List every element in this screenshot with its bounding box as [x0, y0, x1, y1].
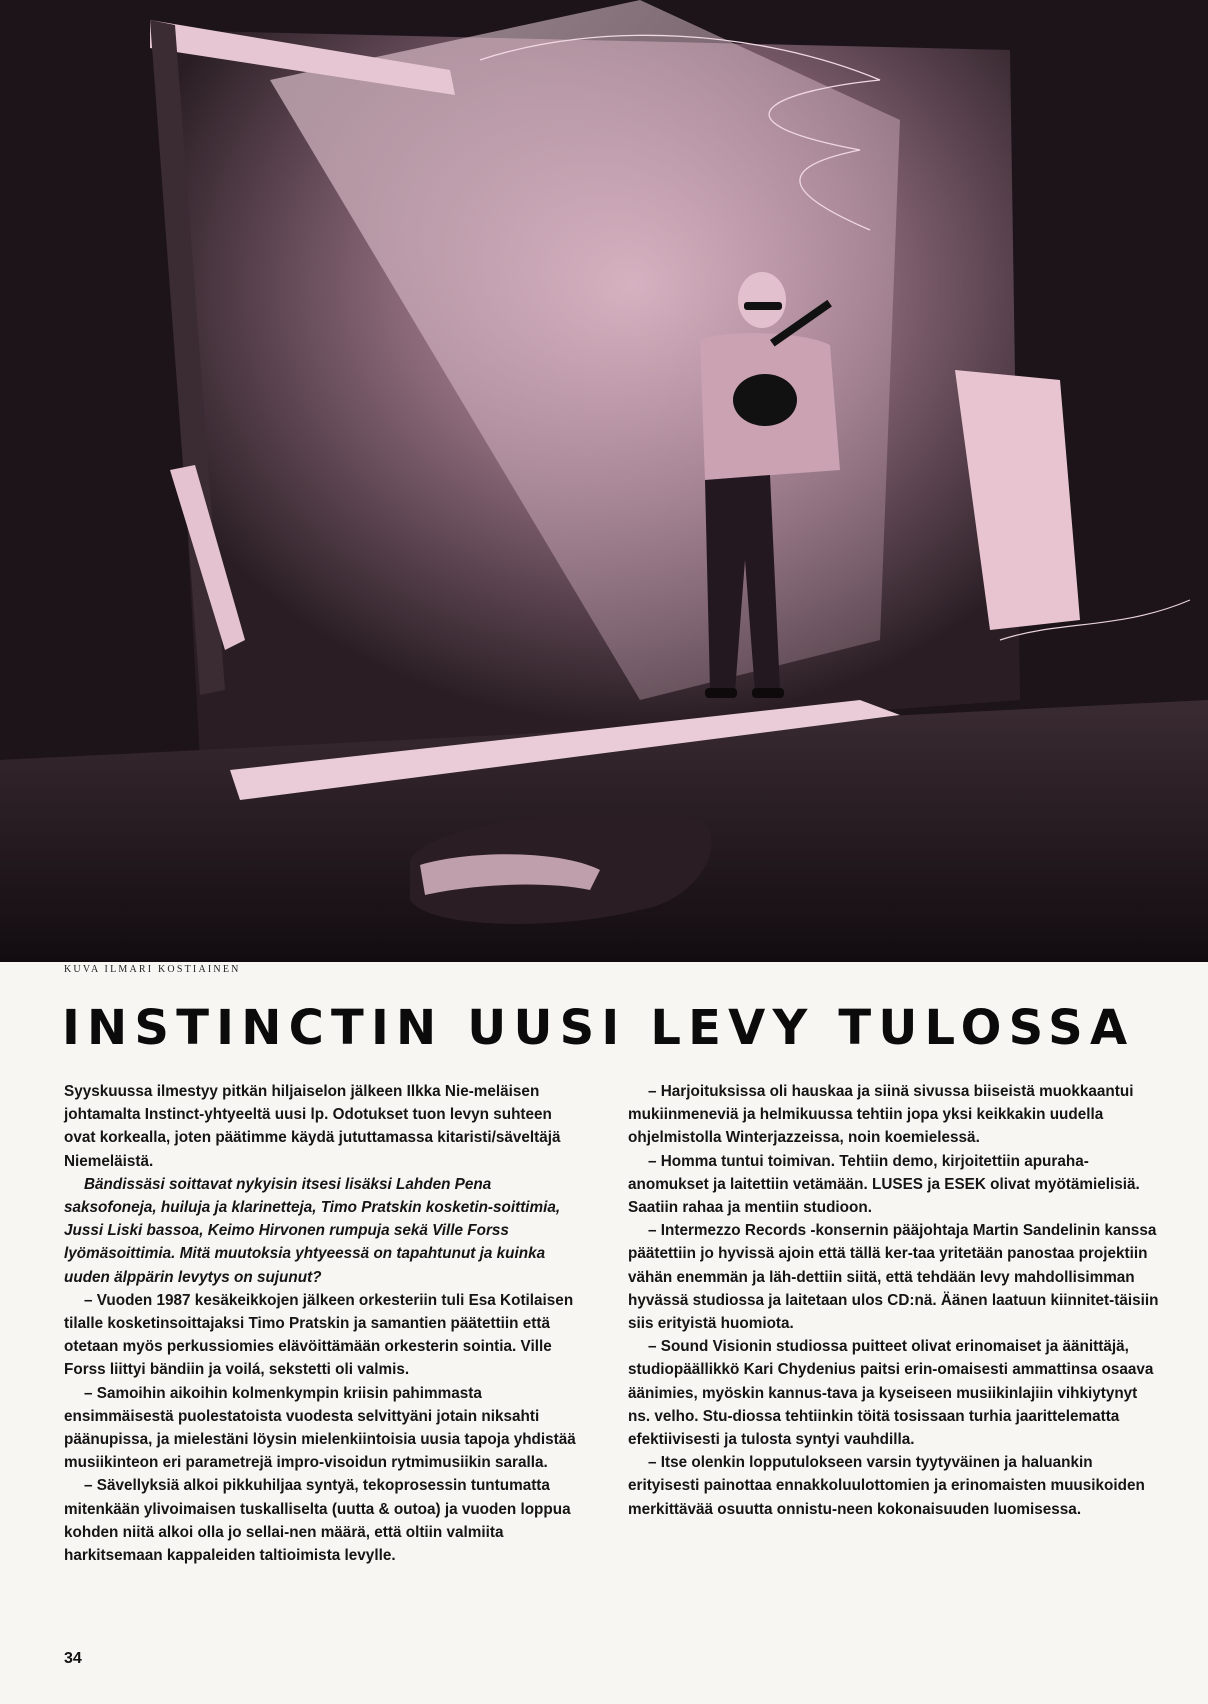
- article-paragraph: – Sävellyksiä alkoi pikkuhiljaa syntyä, tekoprosessin tuntumatta mitenkään ylivoimaisen tuskalliselta (uutta & outoa) ja vuoden loppua kohden niitä alkoi olla jo sellai-nen määrä, että oltiin valmiita harkitsemaan kappaleiden taltioimista levylle.: [64, 1477, 571, 1565]
- article-paragraph: – Intermezzo Records -konsernin pääjohtaja Martin Sandelinin kanssa päätettiin jo hyvissä ajoin että tällä ker-taa yritetään panostaa projektiin vähän enemmän ja läh-dettiin siitä, että tehdään levy mahdollisimman hyvässä studiossa ja laitetaan ulos CD:nä. Äänen laatuun kiinnitet-täisiin siis erityistä huomiota.: [628, 1222, 1159, 1333]
- article-paragraph: – Itse olenkin lopputulokseen varsin tyytyväinen ja haluankin erityisesti painottaa ennakkoluulottomien ja erinomaisten muusikoiden merkittävää osuutta onnistu-neen kokonaisuuden luomisessa.: [628, 1454, 1145, 1518]
- interview-question: Bändissäsi soittavat nykyisin itsesi lisäksi Lahden Pena saksofoneja, huiluja ja klarinetteja, Timo Pratskin kosketin-soittimia, Jussi Liski bassoa, Keimo Hirvonen rumpuja sekä Ville Forss lyömäsoittimia. Mitä muutoksia yhtyeessä on tapahtunut ja kuinka uuden älppärin levytys on sujunut?: [64, 1175, 561, 1286]
- article-left-column: [64, 1080, 584, 1567]
- article-paragraph: – Samoihin aikoihin kolmenkympin kriisin pahimmasta ensimmäisestä puolestatoista vuodesta selvittyäni jotain niksahti päänupissa, ja mielestäni löysin mielenkiintoisia uusia tapoja yhdistää musiikinteon eri parametrejä impro-visoidun rytmimusiikin saralla.: [64, 1384, 576, 1472]
- article-paragraph: – Sound Visionin studiossa puitteet olivat erinomaiset ja äänittäjä, studiopäällikkö Kari Chydenius paitsi erin-omaisesti ammattinsa osaava äänimies, myöskin kannus-tava ja kyseiseen musiikinlajiin vihkiytynyt ns. velho. Stu-diossa tehtiinkin töitä tosissaan turhia jaarittelematta efektiivisesti ja tulosta syntyi vauhdilla.: [628, 1338, 1154, 1449]
- article-right-column: [628, 1080, 1160, 1521]
- article-paragraph: Syyskuussa ilmestyy pitkän hiljaiselon jälkeen Ilkka Nie-meläisen johtamalta Instinct-yhtyeeltä uusi lp. Odotukset tuon levyn suhteen ovat korkealla, joten päätimme käydä jututtamassa kitaristi/säveltäjä Niemeläistä.: [64, 1083, 561, 1170]
- article-paragraph: – Harjoituksissa oli hauskaa ja siinä sivussa biiseistä muokkaantui mukiinmeneviä ja helmikuussa tehtiin jopa yksi keikkakin uudella ohjelmistolla Winterjazzeissa, noin koemielessä.: [628, 1083, 1134, 1147]
- page-number: 34: [64, 1650, 82, 1667]
- photo-credit: KUVA ILMARI KOSTIAINEN: [64, 964, 241, 975]
- article-paragraph: – Vuoden 1987 kesäkeikkojen jälkeen orkesteriin tuli Esa Kotilaisen tilalle kosketinsoittajaksi Timo Pratskin ja samantien päätettiin että otetaan myös perkussiomies elävöittämään orkesterin sointia. Ville Forss liittyi bändiin ja voilá, sekstetti oli valmis.: [64, 1291, 574, 1379]
- article-paragraph: – Homma tuntui toimivan. Tehtiin demo, kirjoitettiin apuraha-anomukset ja laitettiin vetämään. LUSES ja ESEK olivat myötämielisiä. Saatiin rahaa ja mentiin studioon.: [628, 1152, 1140, 1217]
- article-headline: INSTINCTIN UUSI LEVY TULOSSA: [62, 1000, 1135, 1056]
